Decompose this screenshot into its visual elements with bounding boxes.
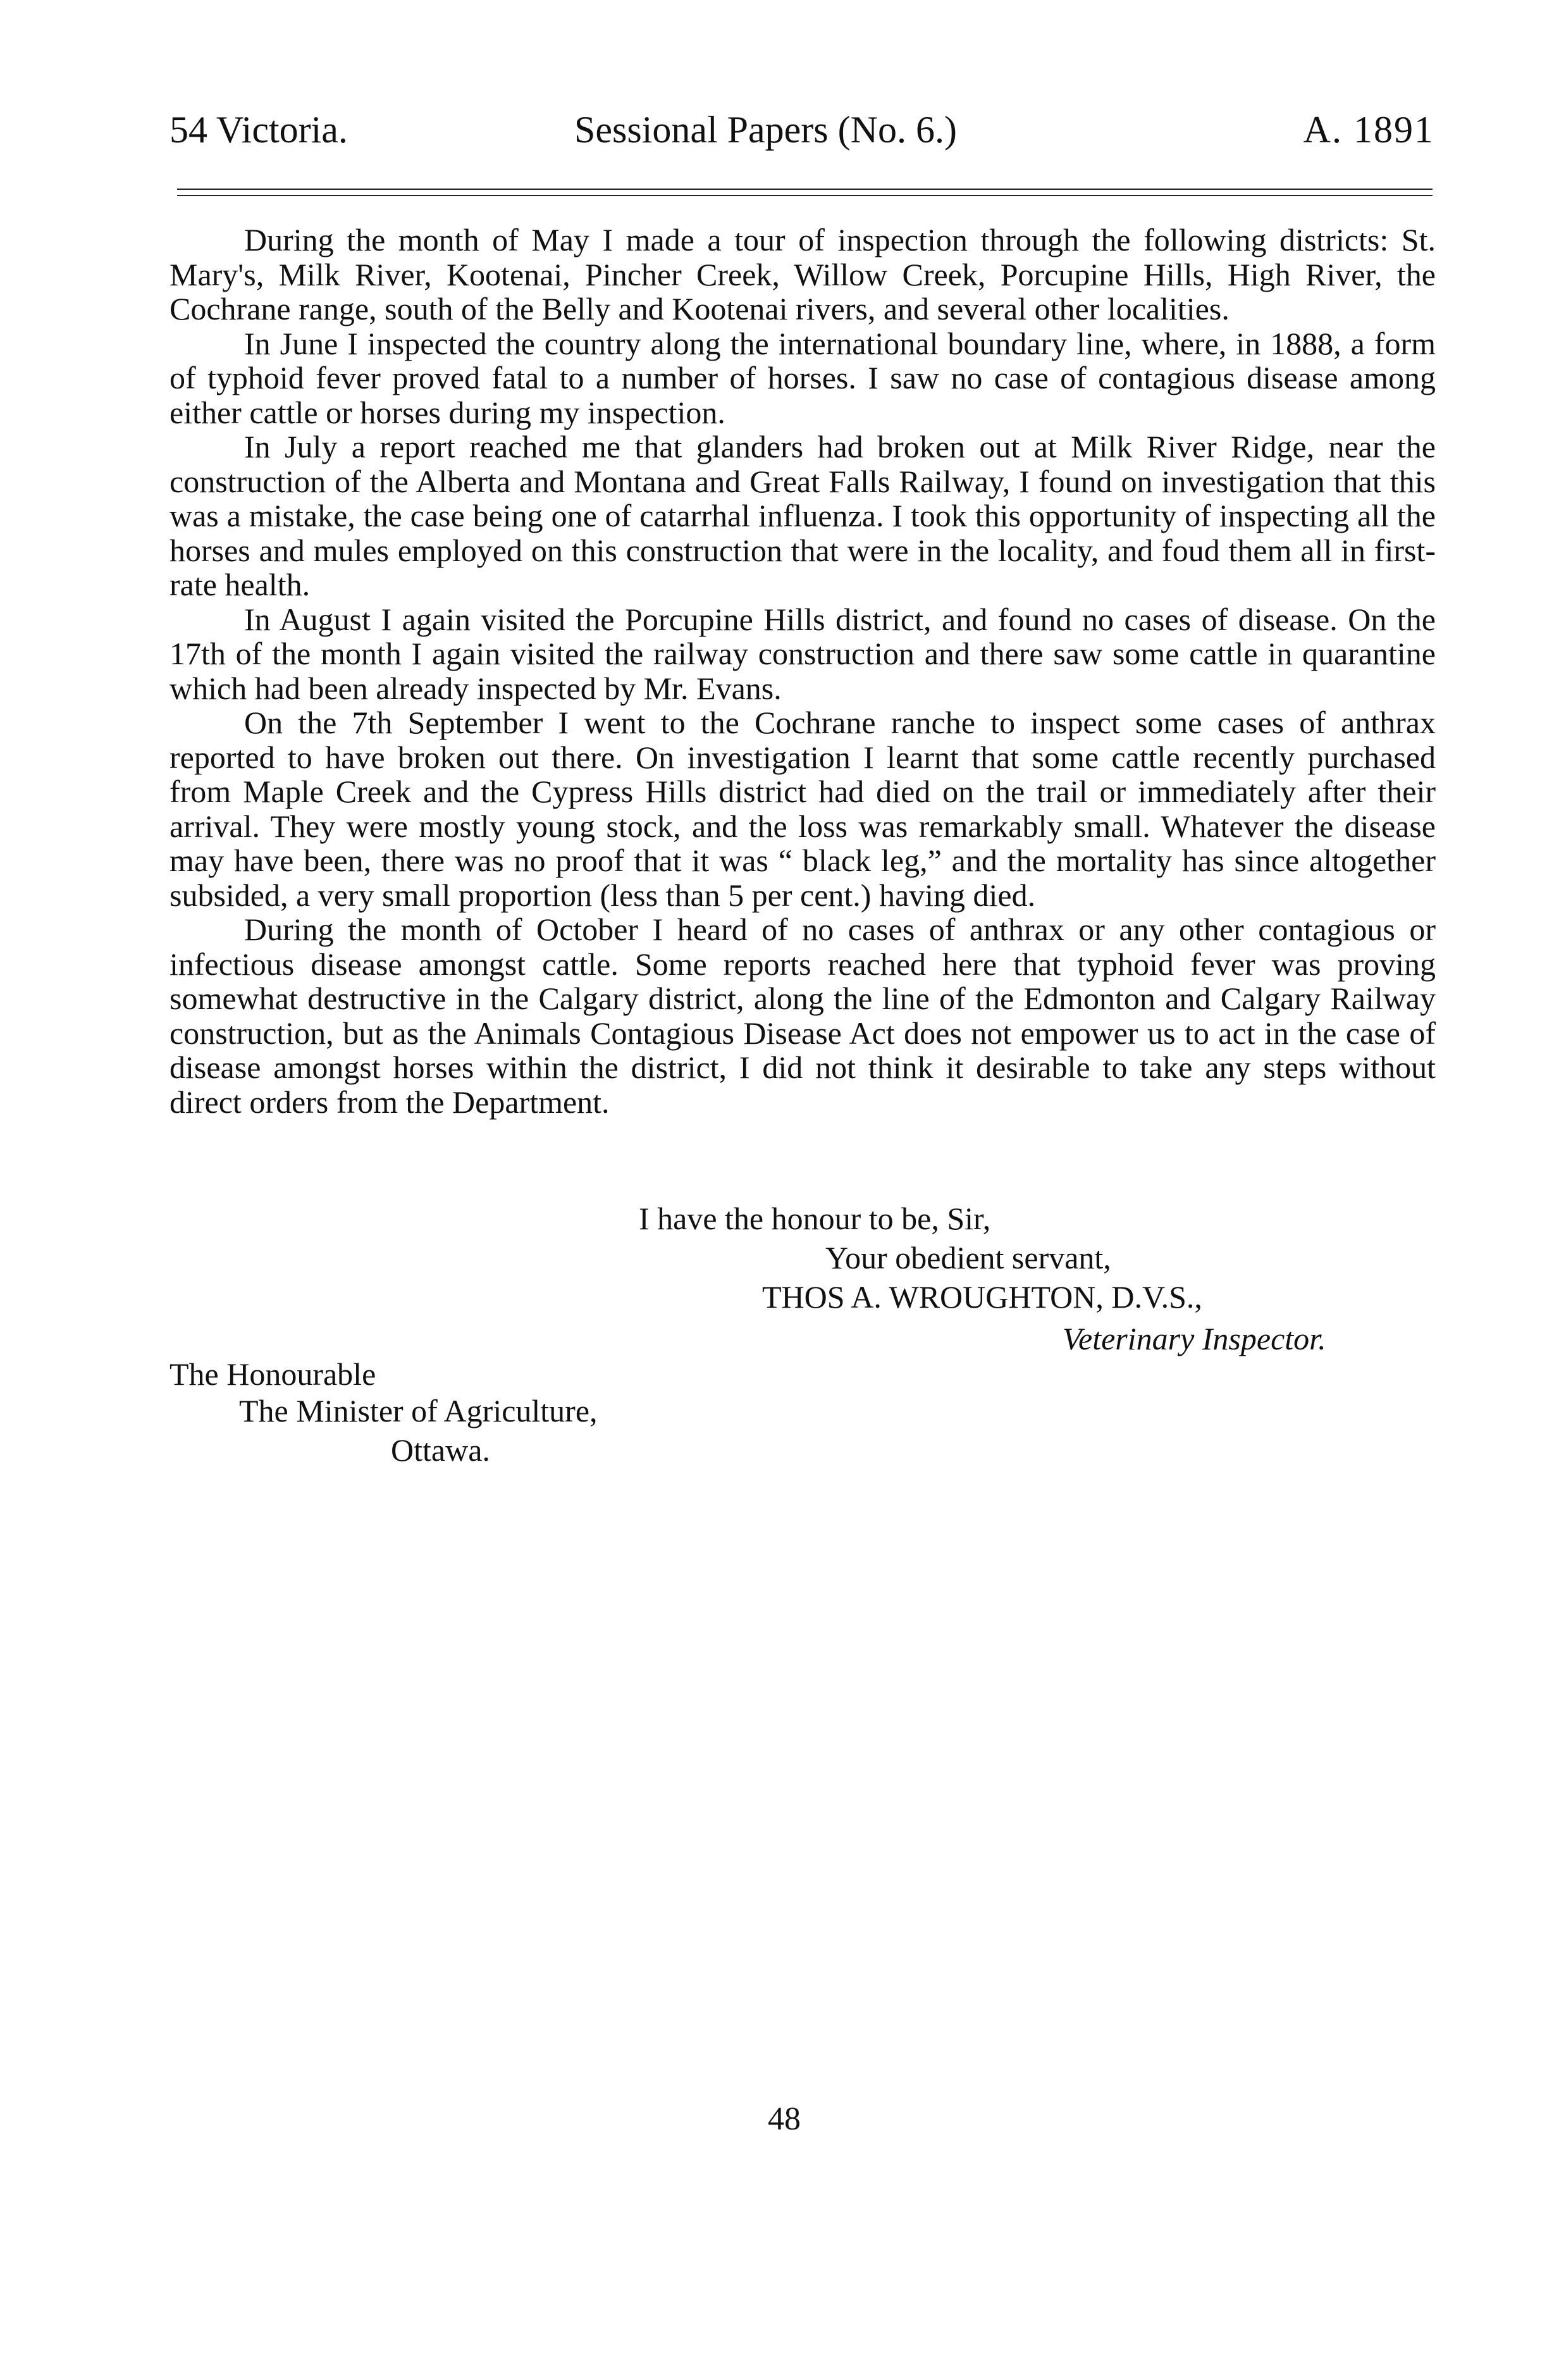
header-title: Sessional Papers (No. 6.) (574, 109, 957, 151)
header-year: A. 1891 (1303, 109, 1434, 151)
paragraph-june: In June I inspected the country along the international boundary line, where, in 1888, a form of typhoid fever proved fatal to a number of horses. I saw no case of contagious disease among either cattle or horses during my inspection. (169, 325, 1436, 430)
closing-servant: Your obedient servant, (825, 1240, 1111, 1275)
address-line-3: Ottawa. (391, 1432, 490, 1468)
page-number: 48 (768, 2101, 801, 2137)
address-line-2: The Minister of Agriculture, (239, 1393, 598, 1429)
paragraph-october: During the month of October I heard of no cases of anthrax or any other contagious or infectious disease amongst cattle. Some reports reached here that typhoid fever was proving somewhat destructive in the Calgary district, along the line of the Edmonton and Calgary Railway construction, but as the Animals Contagious Disease Act does not empower us to act in the case of disease amongst horses within the district, I did not think it desirable to take any steps without direct orders from the Department. (169, 912, 1436, 1120)
paragraph-may: During the month of May I made a tour of inspection through the following districts: St. Mary's, Milk River, Kootenai, Pincher Creek, Willow Creek, Porcupine Hills, High River, the Cochrane range, south of the Belly and Kootenai rivers, and several other localities. (169, 222, 1436, 326)
signature-title: Veterinary Inspector. (1063, 1321, 1326, 1356)
paragraph-august: In August I again visited the Porcupine Hills district, and found no cases of disease. On the 17th of the month I again visited the railway construction and there saw some cattle in quarantine which had been already inspected by Mr. Evans. (169, 601, 1436, 706)
report-body (169, 223, 1436, 1119)
header-rule (177, 189, 1433, 196)
header-session: 54 Victoria. (169, 109, 348, 151)
paragraph-july: In July a report reached me that glanders had broken out at Milk River Ridge, near the construction of the Alberta and Montana and Great Falls Railway, I found on investigation that this was a mistake, the case being one of catarrhal influenza. I took this opportunity of inspecting all the horses and mules employed on this construction that were in the locality, and foud them all in first-rate health. (169, 429, 1436, 602)
running-header (169, 101, 1434, 158)
paragraph-september: On the 7th September I went to the Cochrane ranche to inspect some cases of anthrax reported to have broken out there. On investigation I learnt that some cattle recently purchased from Maple Creek and the Cypress Hills district had died on the trail or immediately after their arrival. They were mostly young stock, and the loss was remarkably small. Whatever the disease may have been, there was no proof that it was “ black leg,” and the mortality has since altogether subsided, a very small proportion (less than 5 per cent.) having died. (169, 705, 1436, 913)
closing-honour: I have the honour to be, Sir, (639, 1201, 991, 1236)
signature-name: THOS A. WROUGHTON, D.V.S., (762, 1279, 1202, 1315)
address-line-1: The Honourable (169, 1356, 376, 1392)
